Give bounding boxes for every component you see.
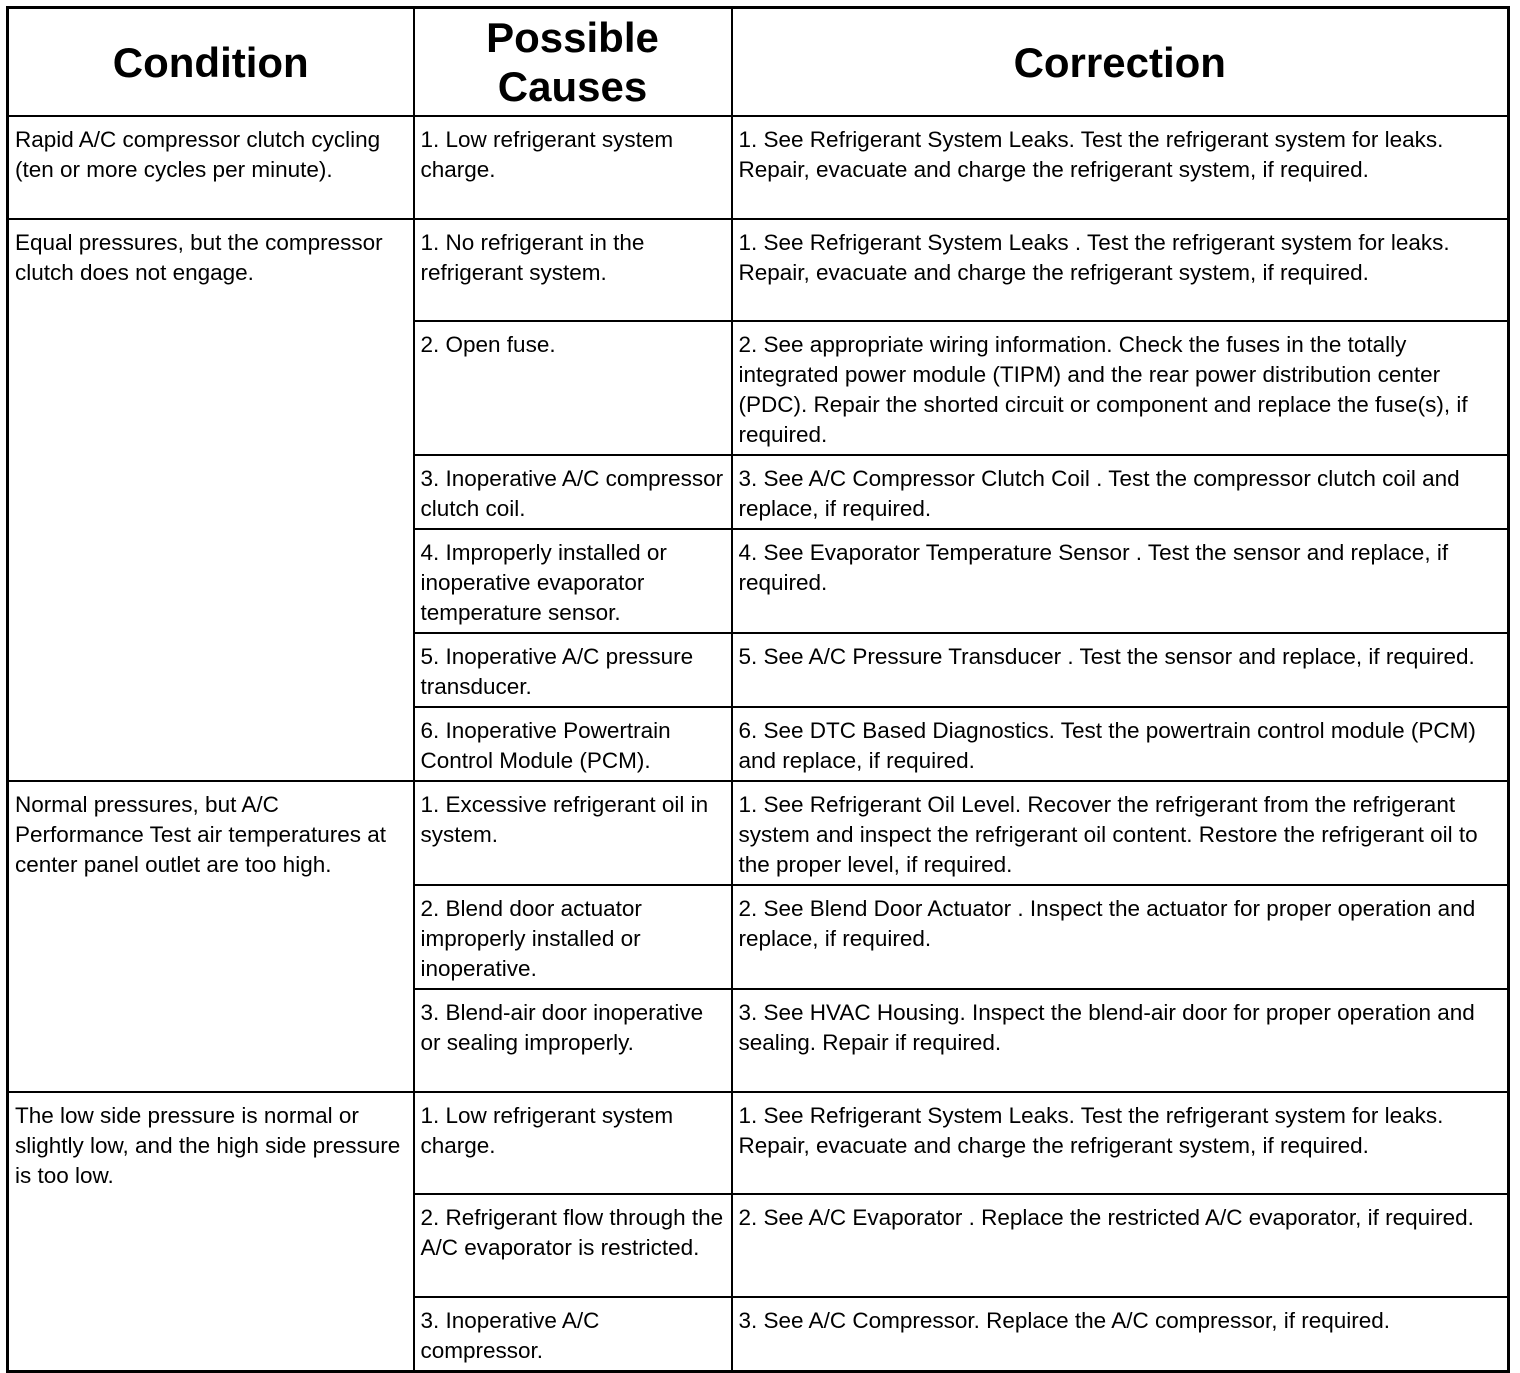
- condition-cell: The low side pressure is normal or slightly low, and the high side pressure is too low.: [8, 1092, 414, 1372]
- correction-cell: 3. See A/C Compressor. Replace the A/C compressor, if required.: [732, 1297, 1509, 1372]
- cause-cell: 6. Inoperative Powertrain Control Module (PCM).: [414, 707, 732, 781]
- correction-cell: 1. See Refrigerant System Leaks . Test the refrigerant system for leaks. Repair, evacuate and charge the refrigerant system, if required.: [732, 219, 1509, 321]
- table-row: [8, 116, 1509, 219]
- cause-cell: 1. Excessive refrigerant oil in system.: [414, 781, 732, 885]
- cause-cell: 3. Inoperative A/C compressor.: [414, 1297, 732, 1372]
- table-row: [8, 219, 1509, 321]
- cause-cell: 2. Blend door actuator improperly installed or inoperative.: [414, 885, 732, 989]
- correction-cell: 1. See Refrigerant System Leaks. Test the refrigerant system for leaks. Repair, evacuate and charge the refrigerant system, if required.: [732, 1092, 1509, 1194]
- diagnosis-table: [6, 6, 1510, 1373]
- correction-cell: 6. See DTC Based Diagnostics. Test the powertrain control module (PCM) and replace, if required.: [732, 707, 1509, 781]
- correction-cell: 2. See A/C Evaporator . Replace the restricted A/C evaporator, if required.: [732, 1194, 1509, 1297]
- condition-cell: Equal pressures, but the compressor clutch does not engage.: [8, 219, 414, 781]
- condition-cell: Normal pressures, but A/C Performance Test air temperatures at center panel outlet are too high.: [8, 781, 414, 1092]
- table-body: [8, 116, 1509, 1372]
- cause-cell: 4. Improperly installed or inoperative evaporator temperature sensor.: [414, 529, 732, 633]
- correction-cell: 2. See appropriate wiring information. Check the fuses in the totally integrated power module (TIPM) and the rear power distribution center (PDC). Repair the shorted circuit or component and replace the fuse(s), if required.: [732, 321, 1509, 455]
- header-row: [8, 8, 1509, 117]
- table-row: [8, 1092, 1509, 1194]
- cause-cell: 2. Open fuse.: [414, 321, 732, 455]
- header-possible-causes: Possible Causes: [414, 8, 732, 117]
- condition-cell: Rapid A/C compressor clutch cycling (ten or more cycles per minute).: [8, 116, 414, 219]
- table-header: [8, 8, 1509, 117]
- table-row: [8, 781, 1509, 885]
- correction-cell: 1. See Refrigerant System Leaks. Test the refrigerant system for leaks. Repair, evacuate and charge the refrigerant system, if required.: [732, 116, 1509, 219]
- cause-cell: 3. Inoperative A/C compressor clutch coil.: [414, 455, 732, 529]
- correction-cell: 4. See Evaporator Temperature Sensor . Test the sensor and replace, if required.: [732, 529, 1509, 633]
- cause-cell: 1. Low refrigerant system charge.: [414, 1092, 732, 1194]
- correction-cell: 2. See Blend Door Actuator . Inspect the actuator for proper operation and replace, if required.: [732, 885, 1509, 989]
- cause-cell: 5. Inoperative A/C pressure transducer.: [414, 633, 732, 707]
- correction-cell: 3. See A/C Compressor Clutch Coil . Test the compressor clutch coil and replace, if required.: [732, 455, 1509, 529]
- header-correction: Correction: [732, 8, 1509, 117]
- cause-cell: 2. Refrigerant flow through the A/C evaporator is restricted.: [414, 1194, 732, 1297]
- header-condition: Condition: [8, 8, 414, 117]
- correction-cell: 1. See Refrigerant Oil Level. Recover the refrigerant from the refrigerant system and inspect the refrigerant oil content. Restore the refrigerant oil to the proper level, if required.: [732, 781, 1509, 885]
- correction-cell: 5. See A/C Pressure Transducer . Test the sensor and replace, if required.: [732, 633, 1509, 707]
- correction-cell: 3. See HVAC Housing. Inspect the blend-air door for proper operation and sealing. Repair if required.: [732, 989, 1509, 1092]
- cause-cell: 1. Low refrigerant system charge.: [414, 116, 732, 219]
- cause-cell: 1. No refrigerant in the refrigerant system.: [414, 219, 732, 321]
- cause-cell: 3. Blend-air door inoperative or sealing improperly.: [414, 989, 732, 1092]
